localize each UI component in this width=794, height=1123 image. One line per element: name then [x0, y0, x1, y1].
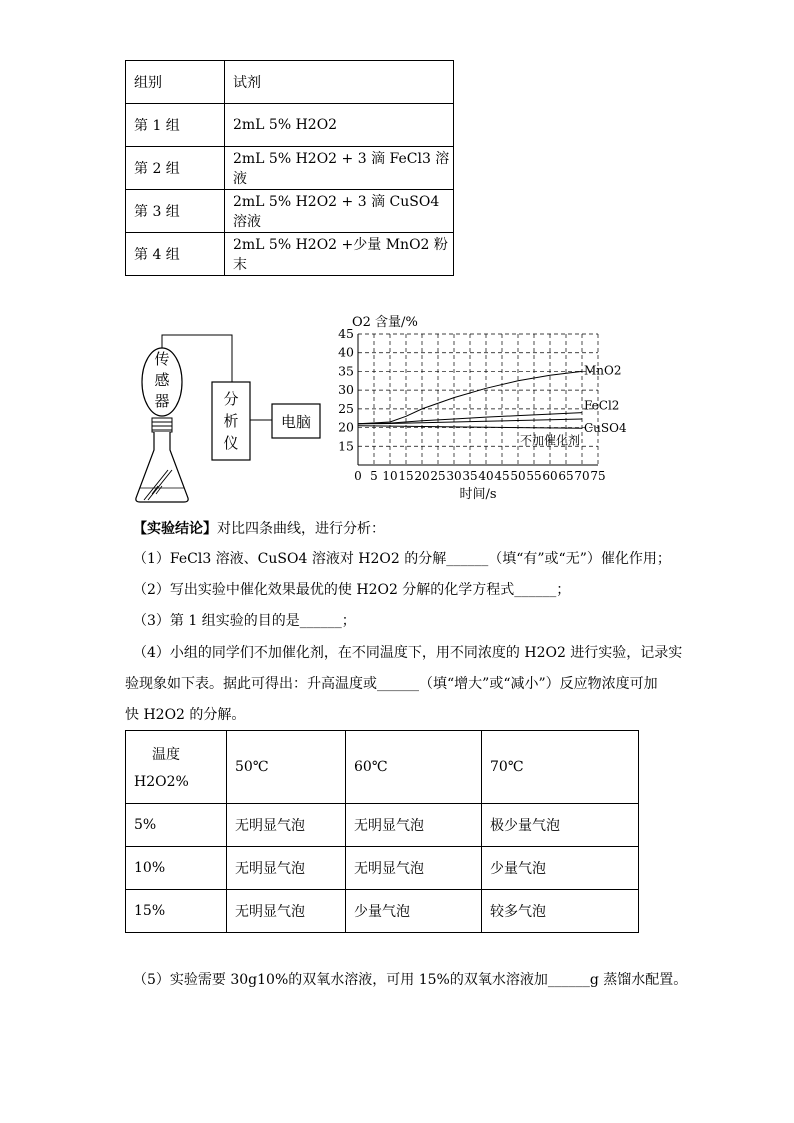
sensor-label-1: 传	[154, 350, 170, 368]
sensor-label-2: 感	[154, 371, 170, 389]
y-tick-label: 20	[338, 419, 354, 435]
reagent-table	[125, 60, 454, 276]
computer-label: 电脑	[280, 413, 312, 431]
question-3: （3）第 1 组实验的目的是______；	[133, 613, 356, 629]
x-tick-label: 5	[370, 469, 378, 483]
x-tick-label: 25	[430, 469, 446, 483]
conclusion-intro: 对比四条曲线，进行分析：	[217, 521, 385, 537]
sensor-label-3: 器	[154, 392, 170, 410]
question-4-line-1: （4）小组的同学们不加催化剂，在不同温度下，用不同浓度的 H2O2 进行实验，记录实	[133, 645, 683, 661]
x-tick-label: 65	[558, 469, 574, 483]
question-4-line-3: 快 H2O2 的分解。	[125, 707, 246, 723]
header-group: 组别	[126, 61, 225, 104]
analyzer-label-3: 仪	[223, 434, 239, 452]
y-tick-label: 30	[338, 382, 354, 398]
x-tick-label: 30	[446, 469, 462, 483]
x-tick-label: 70	[574, 469, 590, 483]
chart-title: O2 含量/%	[352, 315, 418, 330]
result-cell: 极少量气泡	[482, 804, 639, 847]
y-tick-label: 25	[338, 400, 354, 416]
series-label: FeCl2	[584, 398, 620, 413]
table-row	[126, 804, 639, 847]
temperature-table	[125, 730, 639, 933]
result-cell: 无明显气泡	[346, 847, 482, 890]
corner-cell	[126, 731, 227, 804]
table-row	[126, 104, 454, 147]
analyzer-label-2: 析	[223, 412, 239, 430]
question-5: （5）实验需要 30g10%的双氧水溶液，可用 15%的双氧水溶液加______g 蒸馏水配置。	[133, 972, 688, 988]
flask-icon	[136, 432, 188, 502]
group-cell: 第 3 组	[126, 190, 225, 233]
result-cell: 较多气泡	[482, 890, 639, 933]
y-tick-label: 35	[338, 363, 354, 379]
table-header-row	[126, 731, 639, 804]
analyzer-label-1: 分	[223, 390, 239, 408]
series-label: CuSO4	[584, 420, 627, 435]
x-tick-label: 10	[382, 469, 398, 483]
y-tick-label: 45	[338, 326, 354, 341]
temp-header: 70℃	[482, 731, 639, 804]
result-cell: 无明显气泡	[227, 890, 346, 933]
table-row	[126, 190, 454, 233]
reagent-cell: 2mL 5% H2O2 + 3 滴 CuSO4 溶液	[225, 190, 454, 233]
conclusion-line	[133, 519, 385, 539]
x-tick-label: 75	[590, 469, 606, 483]
x-tick-label: 0	[354, 469, 362, 483]
temp-header: 50℃	[227, 731, 346, 804]
x-tick-label: 60	[542, 469, 558, 483]
x-tick-label: 40	[478, 469, 494, 483]
reagent-cell: 2mL 5% H2O2 +少量 MnO2 粉末	[225, 233, 454, 276]
conc-cell: 15%	[126, 890, 227, 933]
table-header-row	[126, 61, 454, 104]
table-row	[126, 847, 639, 890]
conc-cell: 10%	[126, 847, 227, 890]
x-tick-label: 45	[494, 469, 510, 483]
group-cell: 第 2 组	[126, 147, 225, 190]
table-row	[126, 147, 454, 190]
series-label: 不加催化剂	[520, 433, 581, 448]
result-cell: 少量气泡	[482, 847, 639, 890]
group-cell: 第 1 组	[126, 104, 225, 147]
table-row	[126, 890, 639, 933]
series-label: MnO2	[584, 363, 622, 378]
result-cell: 无明显气泡	[346, 804, 482, 847]
question-2: （2）写出实验中催化效果最优的使 H2O2 分解的化学方程式______；	[133, 582, 571, 598]
result-cell: 少量气泡	[346, 890, 482, 933]
conc-cell: 5%	[126, 804, 227, 847]
result-cell: 无明显气泡	[227, 804, 346, 847]
conclusion-heading: 【实验结论】	[133, 521, 217, 537]
table-row	[126, 233, 454, 276]
x-tick-label: 20	[414, 469, 430, 483]
y-tick-label: 40	[338, 344, 354, 360]
group-cell: 第 4 组	[126, 233, 225, 276]
o2-content-chart	[320, 310, 665, 505]
apparatus-diagram	[130, 330, 330, 510]
y-tick-label: 15	[338, 438, 354, 454]
x-tick-label: 15	[398, 469, 414, 483]
x-tick-label: 50	[510, 469, 526, 483]
header-reagent: 试剂	[225, 61, 454, 104]
question-1: （1）FeCl3 溶液、CuSO4 溶液对 H2O2 的分解______（填“有”或“无”）催化作用；	[133, 551, 671, 567]
x-axis-label: 时间/s	[459, 487, 497, 502]
x-tick-label: 55	[526, 469, 542, 483]
corner-top: 温度	[152, 747, 180, 763]
x-tick-label: 35	[462, 469, 478, 483]
reagent-cell: 2mL 5% H2O2	[225, 104, 454, 147]
temp-header: 60℃	[346, 731, 482, 804]
result-cell: 无明显气泡	[227, 847, 346, 890]
corner-bottom: H2O2%	[134, 774, 189, 790]
reagent-cell: 2mL 5% H2O2 + 3 滴 FeCl3 溶液	[225, 147, 454, 190]
question-4-line-2: 验现象如下表。据此可得出：升高温度或______（填“增大”或“减小”）反应物浓度可加	[125, 676, 658, 692]
